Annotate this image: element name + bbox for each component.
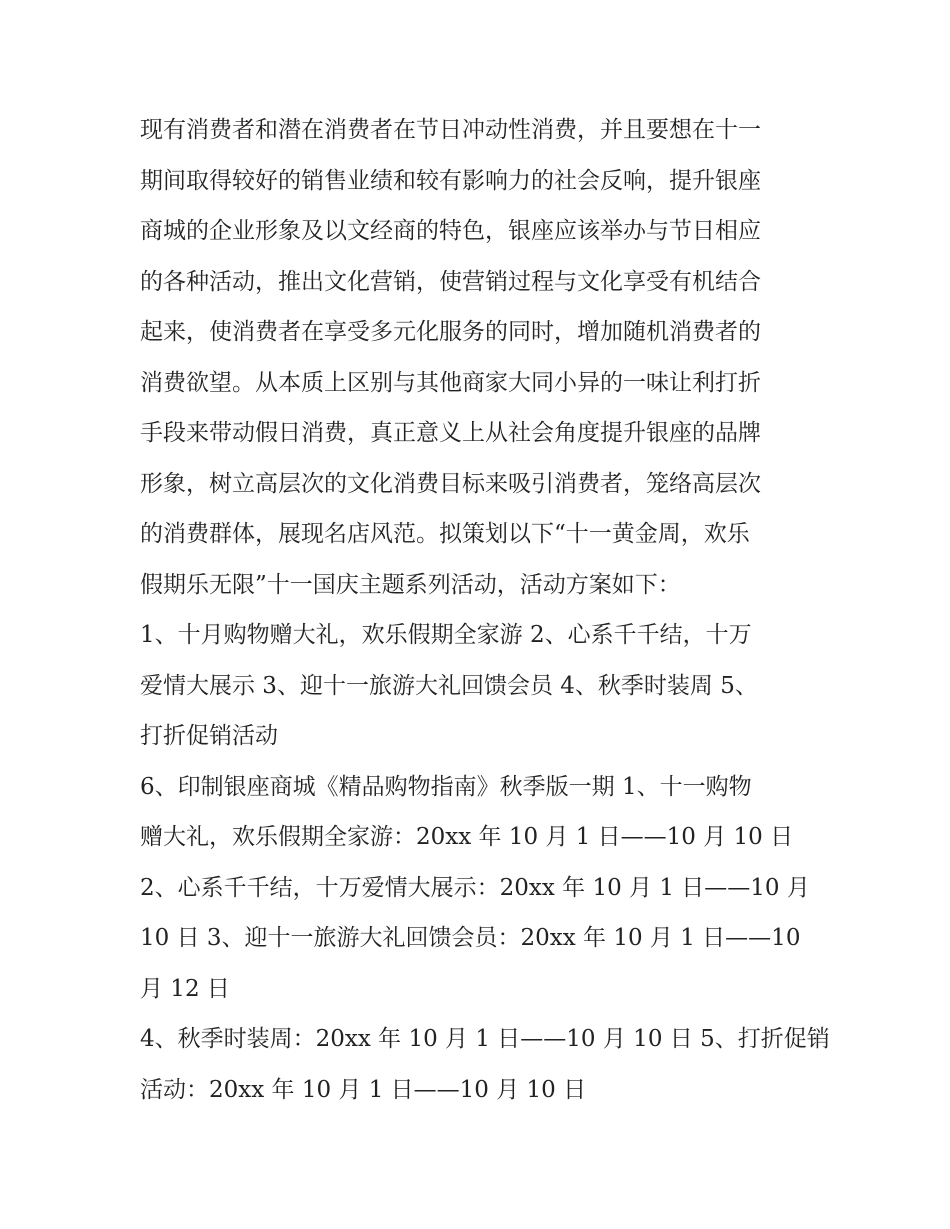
text-line: 的消费群体，展现名店风范。拟策划以下“十一黄金周，欢乐 (140, 521, 750, 547)
text-line: 4、秋季时装周：20xx 年 10 月 1 日——10 月 10 日 5、打折促销 (140, 1026, 830, 1052)
text-line: 商城的企业形象及以文经商的特色，银座应该举办与节日相应 (140, 218, 761, 244)
text-line: 手段来带动假日消费，真正意义上从社会角度提升银座的品牌 (140, 420, 761, 446)
text-line: 的各种活动，推出文化营销，使营销过程与文化享受有机结合 (140, 268, 761, 295)
text-line: 爱情大展示 3、迎十一旅游大礼回馈会员 4、秋季时装周 5、 (140, 672, 758, 699)
text-line: 起来，使消费者在享受多元化服务的同时，增加随机消费者的 (140, 319, 761, 345)
text-line: 1、十月购物赠大礼，欢乐假期全家游 2、心系千千结，十万 (140, 622, 752, 648)
text-line: 2、心系千千结，十万爱情大展示：20xx 年 10 月 1 日——10 月 (140, 874, 810, 901)
text-line: 打折促销活动 (140, 723, 278, 749)
text-line: 活动：20xx 年 10 月 1 日——10 月 10 日 (140, 1076, 587, 1103)
text-line: 假期乐无限”十一国庆主题系列活动，活动方案如下： (140, 571, 681, 598)
text-line: 期间取得较好的销售业绩和较有影响力的社会反响，提升银座 (140, 167, 761, 194)
text-line: 10 日 3、迎十一旅游大礼回馈会员：20xx 年 10 月 1 日——10 (140, 925, 801, 951)
body-text (140, 105, 830, 1115)
text-line: 6、印制银座商城《精品购物指南》秋季版一期 1、十一购物 (140, 773, 752, 800)
text-line: 赠大礼，欢乐假期全家游：20xx 年 10 月 1 日——10 月 10 日 (140, 824, 794, 850)
text-line: 现有消费者和潜在消费者在节日冲动性消费，并且要想在十一 (140, 117, 761, 143)
text-line: 月 12 日 (140, 975, 230, 1002)
text-line: 形象，树立高层次的文化消费目标来吸引消费者，笼络高层次 (140, 470, 761, 497)
text-line: 消费欲望。从本质上区别与其他商家大同小异的一味让利打折 (140, 369, 761, 396)
